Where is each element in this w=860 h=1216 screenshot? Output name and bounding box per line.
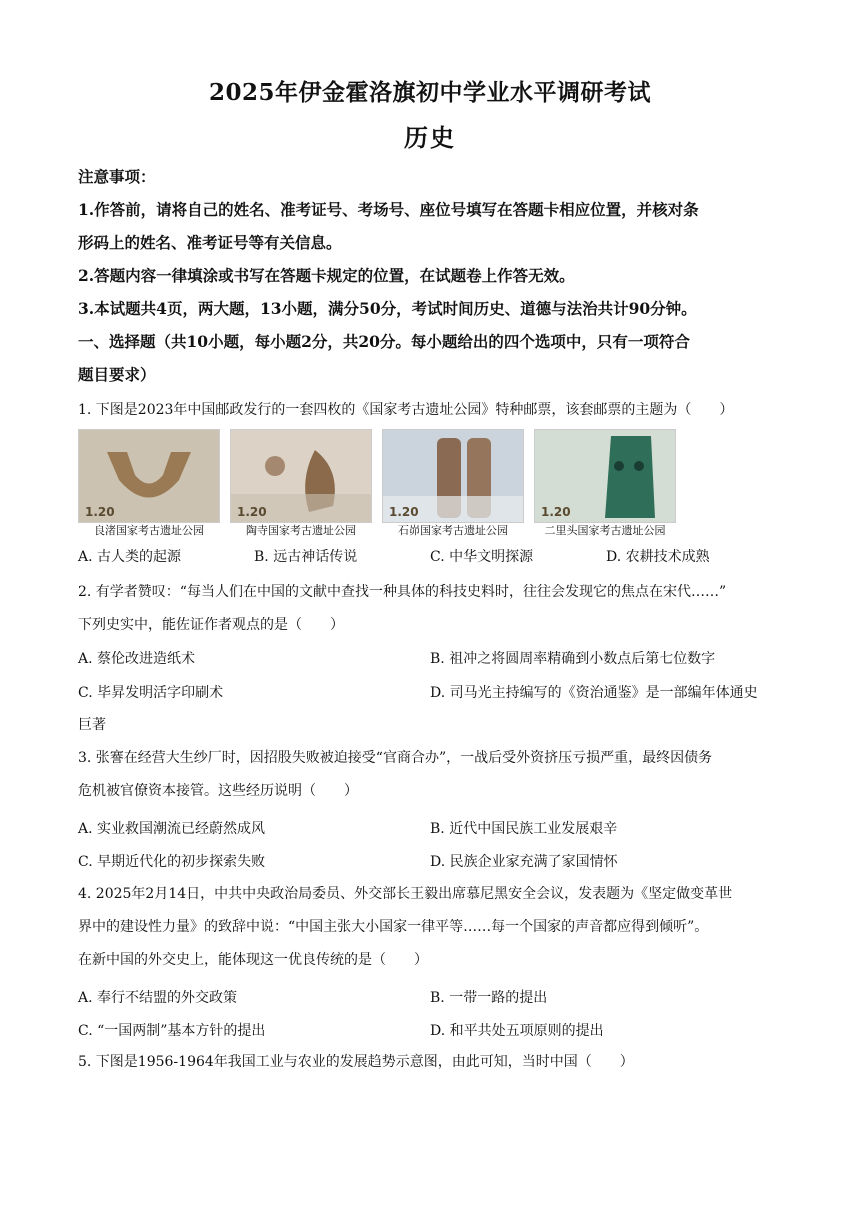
q2-option-d[interactable]: D. 司马光主持编写的《资治通鉴》是一部编年体通史 <box>430 685 758 701</box>
question-3 <box>78 742 784 808</box>
question-5 <box>78 1046 784 1079</box>
q2-option-b[interactable]: B. 祖冲之将圆周率精确到小数点后第七位数字 <box>430 651 716 667</box>
notice-block <box>78 160 788 391</box>
q1-option-c[interactable]: C. 中华文明探源 <box>430 549 534 565</box>
question-3-stem-2: 危机被官僚资本接管。这些经历说明（ ） <box>78 783 358 799</box>
section-heading-line2: 题目要求） <box>78 365 156 384</box>
q2-option-a[interactable]: A. 蔡伦改进造纸术 <box>78 651 196 667</box>
q4-option-c[interactable]: C. “一国两制”基本方针的提出 <box>78 1023 266 1039</box>
question-1-stem: 1. 下图是2023年中国邮政发行的一套四枚的《国家考古遗址公园》特种邮票，该套邮票的主题为（ ） <box>78 402 734 418</box>
stamp-label-4: 二里头国家考古遗址公园 <box>544 524 666 537</box>
q4-option-b[interactable]: B. 一带一路的提出 <box>430 990 548 1006</box>
section-heading-line1: 一、选择题（共10小题，每小题2分，共20分。每小题给出的四个选项中，只有一项符合 <box>78 332 690 351</box>
q1-option-d[interactable]: D. 农耕技术成熟 <box>606 549 710 565</box>
q4-option-a[interactable]: A. 奉行不结盟的外交政策 <box>78 990 238 1006</box>
question-4 <box>78 878 784 977</box>
notice-item-3: 3.本试题共4页，两大题，13小题，满分50分，考试时间历史、道德与法治共计90分钟。 <box>78 299 697 318</box>
q2-option-c[interactable]: C. 毕昇发明活字印刷术 <box>78 685 224 701</box>
stamp-shimao <box>382 429 524 523</box>
stamp-label-1: 良渚国家考古遗址公园 <box>94 524 204 537</box>
stamp-liangzhu <box>78 429 220 523</box>
pottery-image <box>231 430 371 522</box>
jade-ornament-image <box>79 430 219 522</box>
question-4-stem-1: 4. 2025年2月14日，中共中央政治局委员、外交部长王毅出席慕尼黑安全会议，发表题为《坚定做变革世 <box>78 886 733 902</box>
turquoise-ornament-image <box>535 430 675 522</box>
stamp-taosi <box>230 429 372 523</box>
q1-option-a[interactable]: A. 古人类的起源 <box>78 549 182 565</box>
svg-text:1.20: 1.20 <box>389 505 419 519</box>
svg-text:1.20: 1.20 <box>541 505 571 519</box>
q3-option-b[interactable]: B. 近代中国民族工业发展艰辛 <box>430 821 618 837</box>
stamp-erlitou <box>534 429 676 523</box>
question-1-options <box>78 546 784 566</box>
svg-text:1.20: 1.20 <box>237 505 267 519</box>
stamp-set <box>78 429 678 539</box>
q3-option-c[interactable]: C. 早期近代化的初步探索失败 <box>78 854 266 870</box>
notice-item-2: 2.答题内容一律填涂或书写在答题卡规定的位置，在试题卷上作答无效。 <box>78 266 575 285</box>
q1-option-b[interactable]: B. 远古神话传说 <box>254 549 358 565</box>
stone-carving-image <box>383 430 523 522</box>
q3-option-d[interactable]: D. 民族企业家充满了家国情怀 <box>430 854 618 870</box>
question-2-stem-2: 下列史实中，能佐证作者观点的是（ ） <box>78 617 344 633</box>
q3-option-a[interactable]: A. 实业救国潮流已经蔚然成风 <box>78 821 266 837</box>
q2-option-d-cont: 巨著 <box>78 717 106 733</box>
notice-item-1b: 形码上的姓名、准考证号等有关信息。 <box>78 233 342 252</box>
notice-heading: 注意事项： <box>78 167 156 186</box>
stamp-label-2: 陶寺国家考古遗址公园 <box>246 524 356 537</box>
notice-item-1a: 1.作答前，请将自己的姓名、准考证号、考场号、座位号填写在答题卡相应位置，并核对条 <box>78 200 699 219</box>
question-1 <box>78 394 784 427</box>
subject-title: 历史 <box>404 123 456 152</box>
question-2 <box>78 576 784 642</box>
q4-option-d[interactable]: D. 和平共处五项原则的提出 <box>430 1023 604 1039</box>
exam-title: 2025年伊金霍洛旗初中学业水平调研考试 <box>208 79 651 106</box>
svg-text:1.20: 1.20 <box>85 505 115 519</box>
stamp-label-3: 石峁国家考古遗址公园 <box>398 524 508 537</box>
question-4-stem-2: 界中的建设性力量》的致辞中说：“中国主张大小国家一律平等……每一个国家的声音都应得到倾听”。 <box>78 919 709 935</box>
question-2-stem-1: 2. 有学者赞叹：“每当人们在中国的文献中查找一种具体的科技史料时，往往会发现它的焦点在宋代……” <box>78 584 727 600</box>
question-3-stem-1: 3. 张謇在经营大生纱厂时，因招股失败被迫接受“官商合办”，一战后受外资挤压亏损严重，最终因债务 <box>78 750 713 766</box>
question-5-stem: 5. 下图是1956-1964年我国工业与农业的发展趋势示意图，由此可知，当时中国（ ） <box>78 1054 634 1070</box>
question-4-stem-3: 在新中国的外交史上，能体现这一优良传统的是（ ） <box>78 952 428 968</box>
